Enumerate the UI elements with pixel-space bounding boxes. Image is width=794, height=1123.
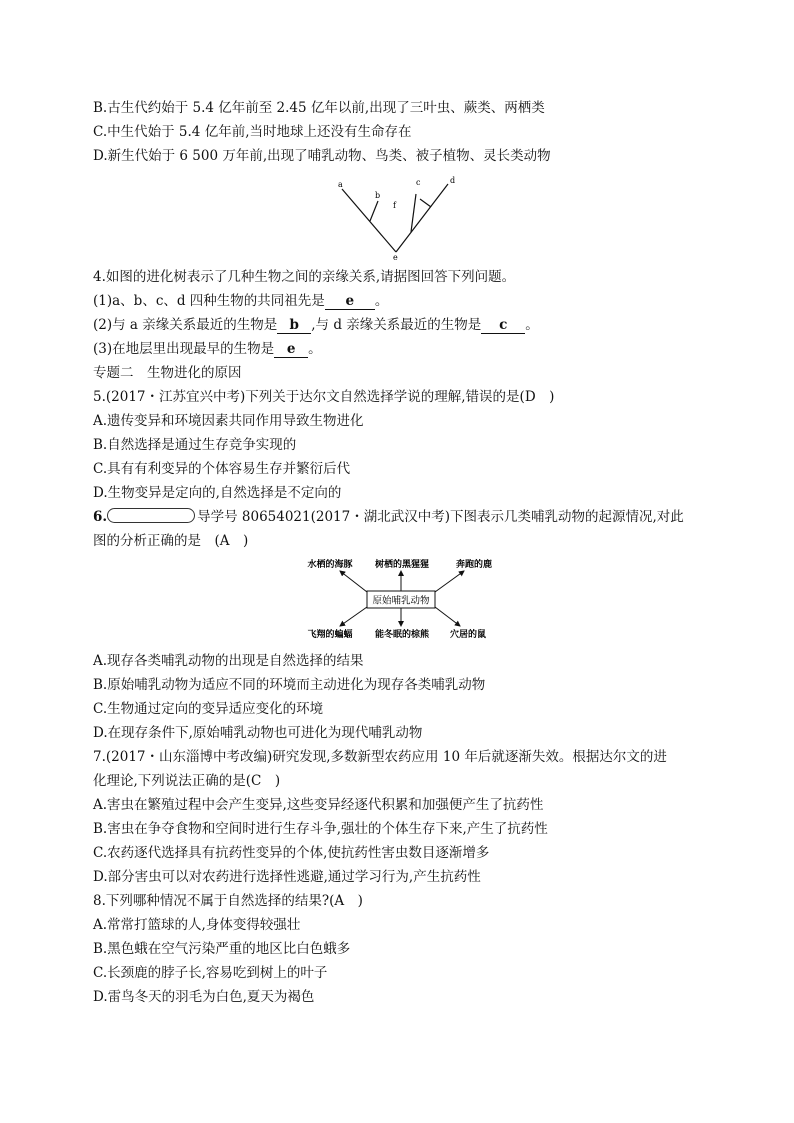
q7-option-c: C.农药逐代选择具有抗药性变异的个体,使抗药性害虫数目逐渐增多	[93, 845, 490, 861]
q4-part2-mid: ,与 d 亲缘关系最近的生物是	[311, 317, 482, 333]
q4-part1-answer: e	[325, 294, 375, 310]
arrow-to-bat	[340, 607, 367, 626]
q5-option-c: C.具有有利变异的个体容易生存并繁衍后代	[93, 461, 351, 477]
label-bat: 飞翔的蝙蝠	[307, 630, 353, 640]
q7-option-b: B.害虫在争夺食物和空间时进行生存斗争,强壮的个体生存下来,产生了抗药性	[93, 821, 548, 837]
arrow-to-dolphin	[340, 571, 367, 592]
q6-option-a: A.现存各类哺乳动物的出现是自然选择的结果	[93, 653, 364, 669]
q4-part2-answer-1: b	[277, 318, 311, 334]
label-bear: 能冬眠的棕熊	[374, 630, 430, 640]
tree-label-f: f	[393, 201, 396, 210]
tree-label-c: c	[416, 178, 421, 187]
q4-part1	[93, 291, 703, 311]
q8-option-a: A.常常打篮球的人,身体变得较强壮	[93, 917, 301, 933]
q6-option-d: D.在现存条件下,原始哺乳动物也可进化为现代哺乳动物	[93, 725, 423, 741]
tree-branch-c	[420, 199, 431, 207]
q8-option-c: C.长颈鹿的脖子长,容易吃到树上的叶子	[93, 965, 328, 981]
label-deer: 奔跑的鹿	[455, 560, 493, 570]
tree-label-e: e	[393, 253, 398, 262]
q7-stem-line-1: 7.(2017・山东淄博中考改编)研究发现,多数新型农药应用 10 年后就逐渐失效。根据达尔文的进	[93, 749, 667, 765]
tree-label-b: b	[375, 191, 381, 200]
q5-option-b: B.自然选择是通过生存竞争实现的	[93, 437, 297, 453]
mammal-origin-diagram	[300, 556, 520, 642]
q6-stem-text: 导学号 80654021(2017・湖北武汉中考)下图表示几类哺乳动物的起源情况,对此	[197, 509, 684, 525]
tree-label-a: a	[338, 180, 343, 189]
q7-option-d: D.部分害虫可以对农药进行选择性逃避,通过学习行为,产生抗药性	[93, 869, 481, 885]
q4-part2-answer-2: c	[481, 318, 525, 334]
q7-option-a: A.害虫在繁殖过程中会产生变异,这些变异经逐代积累和加强便产生了抗药性	[93, 797, 544, 813]
q4-part2-text: (2)与 a 亲缘关系最近的生物是	[93, 317, 278, 333]
q3-option-d: D.新生代始于 6 500 万年前,出现了哺乳动物、鸟类、被子植物、灵长类动物	[93, 148, 551, 164]
q8-option-d: D.雷鸟冬天的羽毛为白色,夏天为褐色	[93, 989, 315, 1005]
center-label: 原始哺乳动物	[372, 595, 430, 607]
q6-number: 6.	[93, 509, 108, 525]
q4-part3	[93, 339, 703, 359]
label-dolphin: 水栖的海豚	[307, 560, 353, 570]
q6-option-b: B.原始哺乳动物为适应不同的环境而主动进化为现存各类哺乳动物	[93, 677, 486, 693]
q7-stem-line-2: 化理论,下列说法正确的是(C )	[93, 773, 281, 789]
q5-option-d: D.生物变异是定向的,自然选择是不定向的	[93, 485, 342, 501]
q4-part3-text: (3)在地层里出现最早的生物是	[93, 341, 275, 357]
q4-part2	[93, 315, 703, 335]
q6-stem-line-1	[93, 507, 703, 527]
q3-option-c: C.中生代始于 5.4 亿年前,当时地球上还没有生命存在	[93, 124, 412, 140]
guide-number-box	[107, 508, 195, 523]
q5-stem: 5.(2017・江苏宜兴中考)下列关于达尔文自然选择学说的理解,错误的是(D )	[93, 389, 555, 405]
q4-part1-end: 。	[374, 293, 389, 309]
evolution-tree-diagram	[330, 172, 470, 262]
q6-stem-line-2: 图的分析正确的是 (A )	[93, 533, 249, 549]
q8-stem: 8.下列哪种情况不属于自然选择的结果?(A )	[93, 893, 363, 909]
tree-branch-a	[342, 189, 396, 252]
q4-part2-end: 。	[525, 317, 539, 333]
tree-branch-b	[370, 201, 378, 221]
tree-branch-d	[396, 184, 448, 252]
topic-2-heading: 专题二 生物进化的原因	[93, 365, 242, 381]
q8-option-b: B.黑色蛾在空气污染严重的地区比白色蛾多	[93, 941, 351, 957]
arrow-to-deer	[435, 571, 464, 592]
q4-part1-text: (1)a、b、c、d 四种生物的共同祖先是	[93, 293, 325, 309]
arrow-to-mouse	[435, 607, 460, 626]
q4-part3-end: 。	[308, 341, 322, 357]
q3-option-b: B.古生代约始于 5.4 亿年前至 2.45 亿年以前,出现了三叶虫、蕨类、两栖类	[93, 100, 545, 116]
q5-option-a: A.遗传变异和环境因素共同作用导致生物进化	[93, 413, 364, 429]
q4-stem: 4.如图的进化树表示了几种生物之间的亲缘关系,请据图回答下列问题。	[93, 269, 516, 285]
label-chimpanzee: 树栖的黑猩猩	[374, 560, 430, 570]
q6-option-c: C.生物通过定向的变异适应变化的环境	[93, 701, 324, 717]
q4-part3-answer: e	[274, 342, 308, 358]
label-mouse: 穴居的鼠	[449, 630, 487, 640]
tree-label-d: d	[450, 176, 456, 185]
